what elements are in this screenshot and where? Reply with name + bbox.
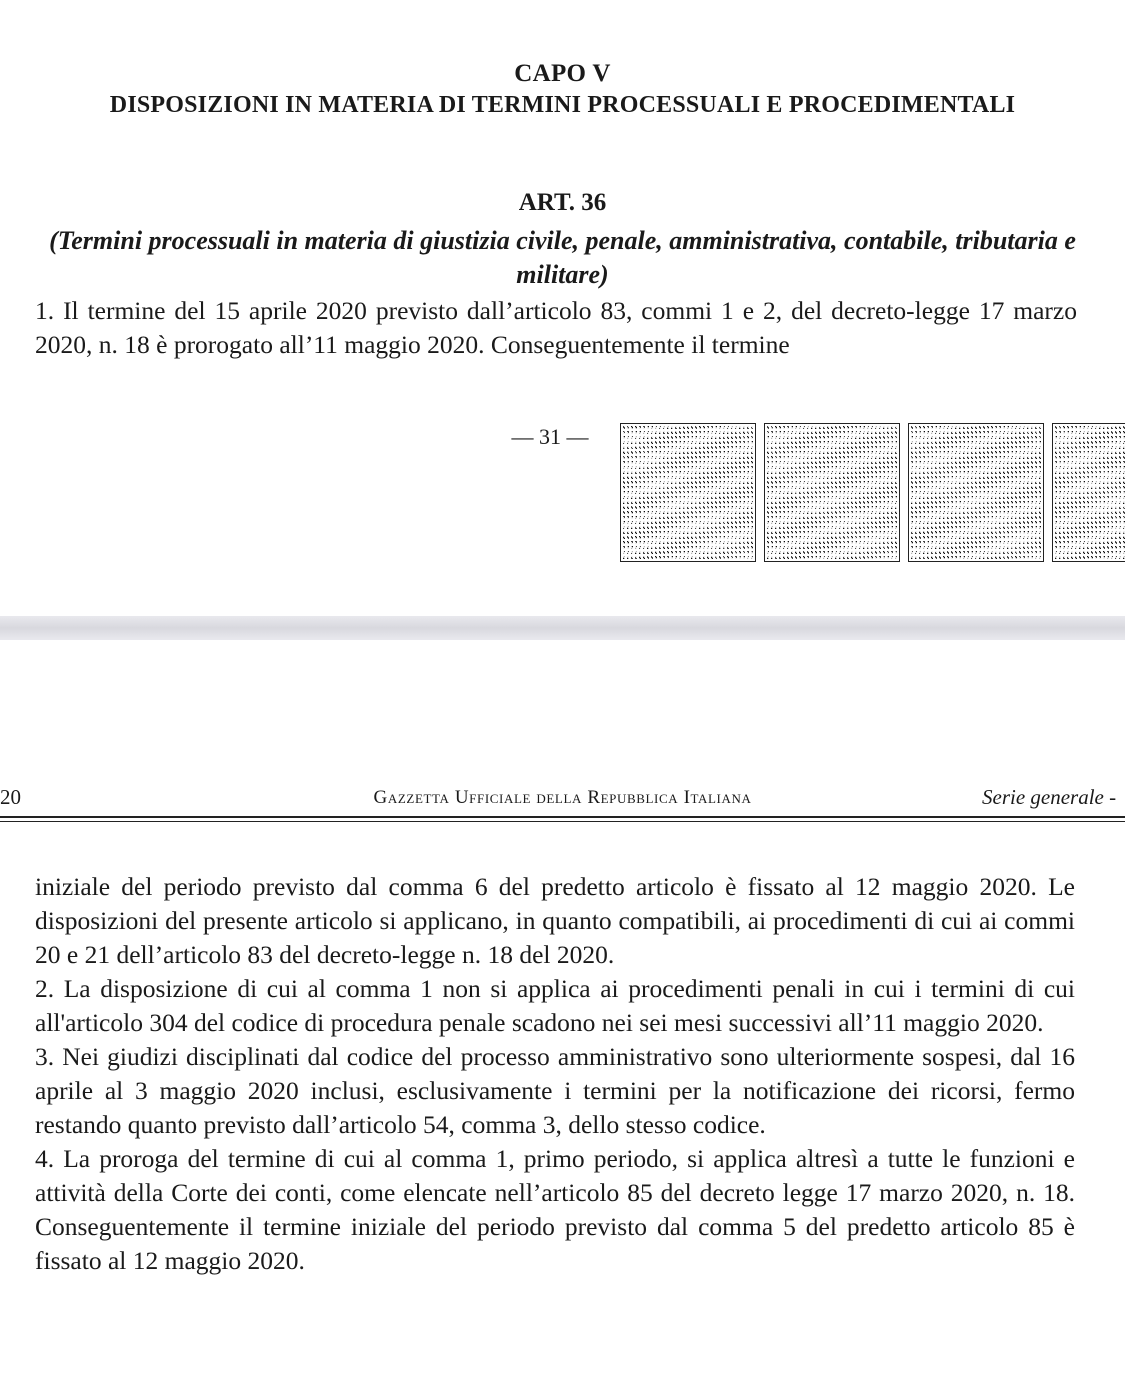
article-body	[35, 870, 1075, 1278]
header-series: Serie generale -	[982, 785, 1117, 809]
qr-code-image	[908, 423, 1044, 562]
paragraph-3: 3. Nei giudizi disciplinati dal codice del processo amministrativo sono ulteriormente sospesi, dal 16 aprile al 3 maggio 2020 inclusi, esclusivamente i termini per la notificazione dei ricorsi, fermo restando quanto previsto dall’articolo 54, comma 3, dello stesso codice.	[35, 1042, 1075, 1139]
header-rule-thin	[0, 821, 1125, 822]
paragraph-2: 2. La disposizione di cui al comma 1 non si applica ai procedimenti penali in cui i termini di cui all'articolo 304 del codice di procedura penale scadono nei sei mesi successivi all’11 maggio 2020.	[35, 974, 1075, 1037]
paragraph-1-start: 1. Il termine del 15 aprile 2020 previsto dall’articolo 83, commi 1 e 2, del decreto-legge 17 marzo 2020, n. 18 è prorogato all’11 maggio 2020. Conseguentemente il termine	[35, 296, 1077, 359]
header-page-number: 20	[0, 785, 21, 809]
paragraph-4: 4. La proroga del termine di cui al comma 1, primo periodo, si applica altresì a tutte le funzioni e attività della Corte dei conti, come elencate nell’articolo 85 del decreto legge 17 marzo 2020, n. 18. Conseguentemente il termine iniziale del periodo previsto dal comma 5 del predetto articolo 85 è fissato al 12 maggio 2020.	[35, 1144, 1075, 1275]
qr-code-image	[764, 423, 900, 562]
chapter-heading: CAPO V	[514, 60, 611, 87]
page-number: — 31 —	[511, 424, 589, 449]
paragraph-1-continued: iniziale del periodo previsto dal comma 6 del predetto articolo è fissato al 12 maggio 2020. Le disposizioni del presente articolo si applicano, in quanto compatibili, ai procedimenti di cui ai commi 20 e 21 dell’articolo 83 del decreto-legge n. 18 del 2020.	[35, 872, 1075, 969]
chapter-title: DISPOSIZIONI IN MATERIA DI TERMINI PROCESSUALI E PROCEDIMENTALI	[109, 92, 1016, 118]
qr-code-image	[620, 423, 756, 562]
article-rubric: (Termini processuali in materia di giustizia civile, penale, amministrativa, contabile, tributaria e militare)	[49, 226, 1076, 289]
article-heading: ART. 36	[518, 189, 607, 216]
page-separator	[0, 616, 1125, 640]
header-gazette-title: Gazzetta Ufficiale della Repubblica Italiana	[373, 787, 752, 808]
header-rule	[0, 816, 1125, 818]
qr-code-image	[1052, 423, 1125, 562]
